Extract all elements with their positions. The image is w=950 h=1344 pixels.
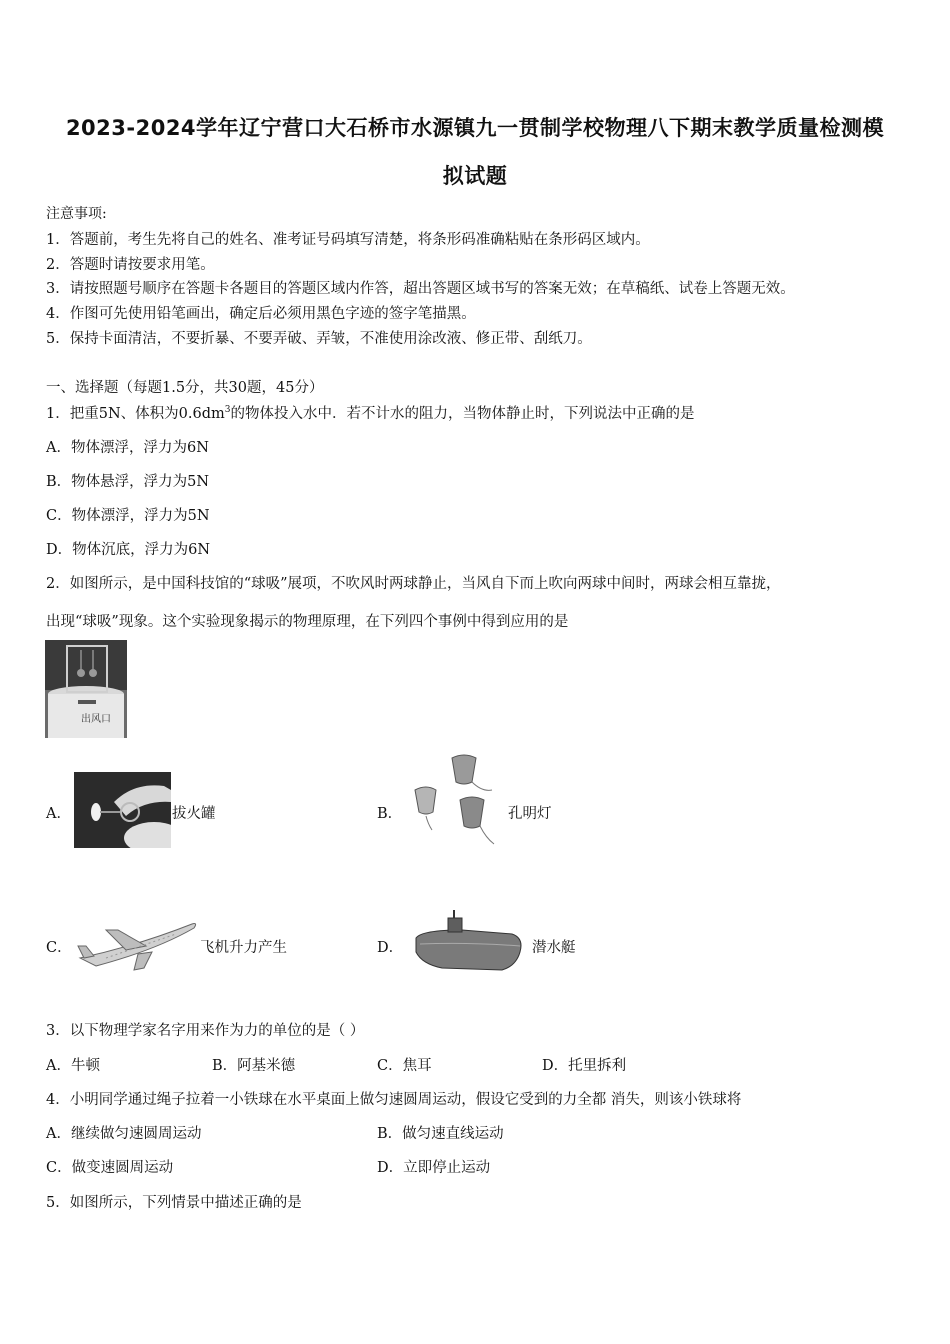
q2-option-a-letter: A．: [46, 806, 71, 822]
q4-option-c: C．做变速圆周运动: [46, 1160, 174, 1176]
q2-option-d-letter: D．: [377, 940, 404, 956]
section-heading: 一、选择题（每题1.5分，共30题，45分）: [46, 380, 324, 396]
q2-option-b-letter: B．: [377, 806, 403, 822]
q3-option-c: C．焦耳: [377, 1058, 432, 1074]
ball-suction-figure: [45, 640, 127, 738]
page-title-line1: 2023-2024学年辽宁营口大石桥市水源镇九一贯制学校物理八下期末教学质量检测模: [65, 116, 885, 140]
cupping-image: [74, 772, 171, 848]
airplane-image: [76, 916, 198, 972]
q5-stem: 5．如图所示，下列情景中描述正确的是: [46, 1195, 302, 1211]
q1-stem-part-a: 1．把重5N、体积为0.6dm: [46, 406, 225, 422]
q1-stem-part-b: 的物体投入水中．若不计水的阻力，当物体静止时，下列说法中正确的是: [230, 406, 695, 422]
sky-lantern-image: [412, 752, 497, 852]
notice-item: 3．请按照题号顺序在答题卡各题目的答题区域内作答，超出答题区域书写的答案无效；在草稿纸、试卷上答题无效。: [46, 281, 795, 297]
q4-stem: 4．小明同学通过绳子拉着一小铁球在水平桌面上做匀速圆周运动，假设它受到的力全都 消失，则该小铁球将: [46, 1092, 742, 1108]
notice-heading: 注意事项:: [46, 206, 107, 222]
q1-option-b: B．物体悬浮，浮力为5N: [46, 474, 210, 490]
q2-stem-line2: 出现“球吸”现象。这个实验现象揭示的物理原理，在下列四个事例中得到应用的是: [46, 614, 569, 630]
q2-stem-line1: 2．如图所示，是中国科技馆的“球吸”展项，不吹风时两球静止，当风自下而上吹向两球中间时，两球会相互靠拢，: [46, 576, 781, 592]
page-title-line2: 拟试题: [442, 164, 508, 188]
q3-option-b: B．阿基米德: [212, 1058, 296, 1074]
q3-option-d: D．托里拆利: [542, 1058, 627, 1074]
q2-option-d-caption: 潜水艇: [532, 940, 576, 956]
q2-option-b-caption: 孔明灯: [508, 806, 552, 822]
q1-option-d: D．物体沉底，浮力为6N: [46, 542, 211, 558]
notice-item: 5．保持卡面清洁，不要折暴、不要弄破、弄皱，不准使用涂改液、修正带、刮纸刀。: [46, 331, 592, 347]
notice-item: 2．答题时请按要求用笔。: [46, 257, 215, 273]
q4-option-a: A．继续做匀速圆周运动: [46, 1126, 202, 1142]
q1-option-a: A．物体漂浮，浮力为6N: [46, 440, 209, 456]
q4-option-d: D．立即停止运动: [377, 1160, 491, 1176]
figure-label-air-outlet: 出风口: [81, 714, 111, 725]
question-1-stem: [46, 402, 694, 423]
notice-item: 1．答题前，考生先将自己的姓名、准考证号码填写清楚，将条形码准确粘贴在条形码区域内。: [46, 232, 650, 248]
q3-stem: 3．以下物理学家名字用来作为力的单位的是（ ）: [46, 1023, 365, 1039]
q4-option-b: B．做匀速直线运动: [377, 1126, 504, 1142]
q3-option-a: A．牛顿: [46, 1058, 100, 1074]
q1-option-c: C．物体漂浮，浮力为5N: [46, 508, 210, 524]
submarine-image: [412, 908, 524, 980]
q2-option-a-caption: 拔火罐: [172, 806, 216, 822]
q1-stem-superscript: 3: [224, 405, 231, 416]
q2-option-c-caption: 飞机升力产生: [200, 940, 287, 956]
q2-option-c-letter: C．: [46, 940, 72, 956]
notice-item: 4．作图可先使用铅笔画出，确定后必须用黑色字迹的签字笔描黑。: [46, 306, 476, 322]
